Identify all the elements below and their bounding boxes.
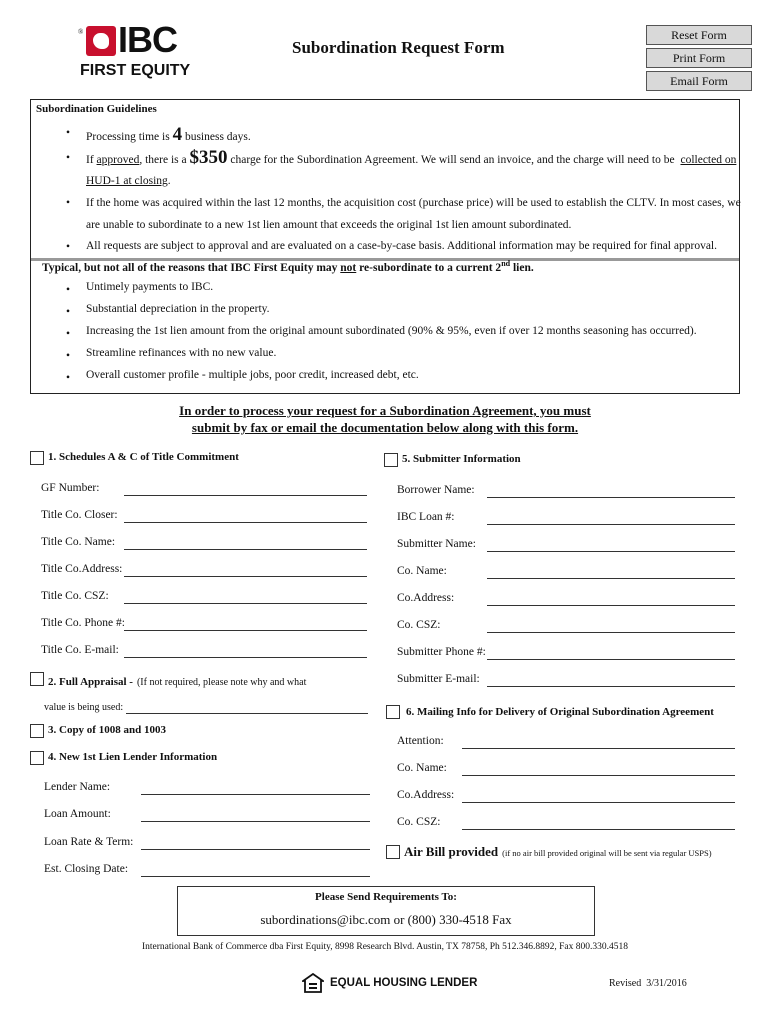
reason-item: Substantial depreciation in the property. [86, 303, 270, 315]
text: re-subordinate to a current 2 [359, 261, 502, 274]
guideline-cltv-2: are unable to subordinate to a new 1st lien amount that exceeds the original 1st lien amount subordinated. [86, 219, 572, 231]
logo-ibc-text: IBC [118, 19, 177, 60]
submitter-name-label: Submitter Name: [397, 538, 476, 550]
lender-info-checkbox[interactable] [30, 751, 44, 765]
mail-co-name-label: Co. Name: [397, 762, 447, 774]
text: charge for the Subordination Agreement. We will send an invoice, and the charge will need to be [230, 154, 675, 166]
bullet-icon: • [66, 350, 71, 362]
text: collected on [680, 154, 737, 166]
title-address-field[interactable] [124, 576, 367, 577]
submitter-email-label: Submitter E-mail: [397, 673, 480, 685]
guideline-cltv-1: If the home was acquired within the last 12 months, the acquisition cost (purchase price) will be used to establish the CLTV. In most cases, we [86, 197, 741, 209]
logo-first-equity-text: FIRST EQUITY [80, 62, 191, 79]
title-name-field[interactable] [124, 549, 367, 550]
text: Air Bill provided [404, 844, 499, 859]
appraisal-value-field[interactable] [126, 713, 368, 714]
footer-address: International Bank of Commerce dba First Equity, 8998 Research Blvd. Austin, TX 78758, Ph 512.346.8892, Fax 800.330.4518 [141, 942, 629, 952]
guideline-charge [86, 147, 736, 169]
registered-mark: ® [78, 28, 84, 36]
text: (if no air bill provided original will be sent via regular USPS) [502, 848, 712, 858]
guidelines-heading: Subordination Guidelines [36, 103, 157, 115]
borrower-name-field[interactable] [487, 497, 735, 498]
appraisal-note-cont: value is being used: [44, 702, 124, 713]
section-2-heading [48, 672, 306, 690]
attention-label: Attention: [397, 735, 444, 747]
bullet-icon: • [66, 197, 71, 209]
ibc-logo-icon [86, 26, 116, 56]
text: business days. [184, 131, 251, 143]
co-address-label: Co.Address: [397, 592, 455, 604]
mail-co-csz-field[interactable] [462, 829, 735, 830]
ibc-first-equity-logo [78, 19, 198, 82]
gf-number-label: GF Number: [41, 482, 100, 494]
title-phone-label: Title Co. Phone #: [41, 617, 125, 629]
bullet-icon: • [66, 328, 71, 340]
co-name-field[interactable] [487, 578, 735, 579]
text: Processing time is [86, 131, 170, 143]
title-phone-field[interactable] [124, 630, 367, 631]
section-5-heading: 5. Submitter Information [402, 453, 521, 465]
guideline-charge-cont [86, 175, 171, 187]
print-form-button[interactable]: Print Form [646, 48, 752, 68]
email-form-button[interactable]: Email Form [646, 71, 752, 91]
title-closer-label: Title Co. Closer: [41, 509, 118, 521]
loan-rate-field[interactable] [141, 849, 370, 850]
airbill-checkbox[interactable] [386, 845, 400, 859]
attention-field[interactable] [462, 748, 735, 749]
co-name-label: Co. Name: [397, 565, 447, 577]
submitter-email-field[interactable] [487, 686, 735, 687]
text: . [167, 175, 171, 187]
guideline-processing [86, 124, 251, 146]
loan-amount-label: Loan Amount: [44, 808, 111, 820]
bullet-icon: • [66, 127, 71, 139]
airbill-label [404, 843, 712, 861]
appraisal-checkbox[interactable] [30, 672, 44, 686]
lender-name-field[interactable] [141, 794, 370, 795]
equal-housing-text: EQUAL HOUSING LENDER [330, 977, 478, 989]
copy-1008-checkbox[interactable] [30, 724, 44, 738]
loan-rate-label: Loan Rate & Term: [44, 836, 134, 848]
mail-co-csz-label: Co. CSZ: [397, 816, 441, 828]
schedules-checkbox[interactable] [30, 451, 44, 465]
processing-days: 4 [172, 124, 183, 145]
title-csz-label: Title Co. CSZ: [41, 590, 109, 602]
text: (If not required, please note why and what [136, 677, 307, 688]
closing-date-label: Est. Closing Date: [44, 863, 129, 875]
charge-amount: $350 [189, 147, 228, 168]
text: lien. [512, 261, 534, 274]
reset-form-button[interactable]: Reset Form [646, 25, 752, 45]
reason-item: Streamline refinances with no new value. [86, 347, 277, 359]
section-3-heading: 3. Copy of 1008 and 1003 [48, 724, 166, 736]
bullet-icon: • [66, 152, 71, 164]
bullet-icon: • [66, 241, 71, 253]
mail-co-name-field[interactable] [462, 775, 735, 776]
send-heading: Please Send Requirements To: [315, 891, 457, 903]
text: Typical, but not all of the reasons that IBC First Equity may [42, 261, 338, 274]
section-6-heading: 6. Mailing Info for Delivery of Original Subordination Agreement [406, 706, 714, 718]
instructions-line-1: In order to process your request for a Subordination Agreement, you must [179, 403, 591, 418]
mail-co-address-field[interactable] [462, 802, 735, 803]
title-email-label: Title Co. E-mail: [41, 644, 119, 656]
send-contact: subordinations@ibc.com or (800) 330-4518 Fax [260, 912, 512, 927]
borrower-name-label: Borrower Name: [397, 484, 475, 496]
bullet-icon: • [66, 306, 71, 318]
co-csz-field[interactable] [487, 632, 735, 633]
page-title: Subordination Request Form [292, 38, 505, 57]
lender-name-label: Lender Name: [44, 781, 111, 793]
text: approved [96, 154, 140, 166]
title-csz-field[interactable] [124, 603, 367, 604]
title-closer-field[interactable] [124, 522, 367, 523]
submitter-phone-field[interactable] [487, 659, 735, 660]
instructions-line-2: submit by fax or email the documentation below along with this form. [191, 420, 579, 435]
reasons-heading [42, 259, 534, 274]
title-name-label: Title Co. Name: [41, 536, 116, 548]
mailing-checkbox[interactable] [386, 705, 400, 719]
submitter-phone-label: Submitter Phone #: [397, 646, 486, 658]
text: HUD-1 at closing [86, 175, 168, 187]
section-4-heading: 4. New 1st Lien Lender Information [48, 751, 218, 763]
revised-date: Revised 3/31/2016 [609, 978, 687, 989]
bullet-icon: • [66, 372, 71, 384]
reason-item: Increasing the 1st lien amount from the original amount subordinated (90% & 95%, even if over 12 months seasoning has occurred). [86, 325, 697, 337]
ibc-loan-field[interactable] [487, 524, 735, 525]
reason-item: Untimely payments to IBC. [86, 281, 214, 293]
submitter-name-field[interactable] [487, 551, 735, 552]
guideline-approval: All requests are subject to approval and are evaluated on a case-by-case basis. Additional information may be required for final approval. [86, 240, 717, 252]
title-email-field[interactable] [124, 657, 367, 658]
ibc-loan-label: IBC Loan #: [397, 511, 455, 523]
bullet-icon: • [66, 284, 71, 296]
gf-number-field[interactable] [124, 495, 367, 496]
reason-item: Overall customer profile - multiple jobs, poor credit, increased debt, etc. [86, 369, 419, 381]
section-1-heading: 1. Schedules A & C of Title Commitment [48, 451, 239, 463]
text: not [340, 261, 357, 274]
text: nd [501, 259, 511, 268]
text: If [86, 154, 94, 166]
equal-housing-icon [302, 973, 324, 993]
mail-co-address-label: Co.Address: [397, 789, 455, 801]
title-address-label: Title Co.Address: [41, 563, 123, 575]
text: 2. Full Appraisal - [48, 676, 133, 688]
text: , there is a [139, 154, 187, 166]
co-csz-label: Co. CSZ: [397, 619, 441, 631]
co-address-field[interactable] [487, 605, 735, 606]
loan-amount-field[interactable] [141, 821, 370, 822]
submitter-checkbox[interactable] [384, 453, 398, 467]
closing-date-field[interactable] [141, 876, 370, 877]
